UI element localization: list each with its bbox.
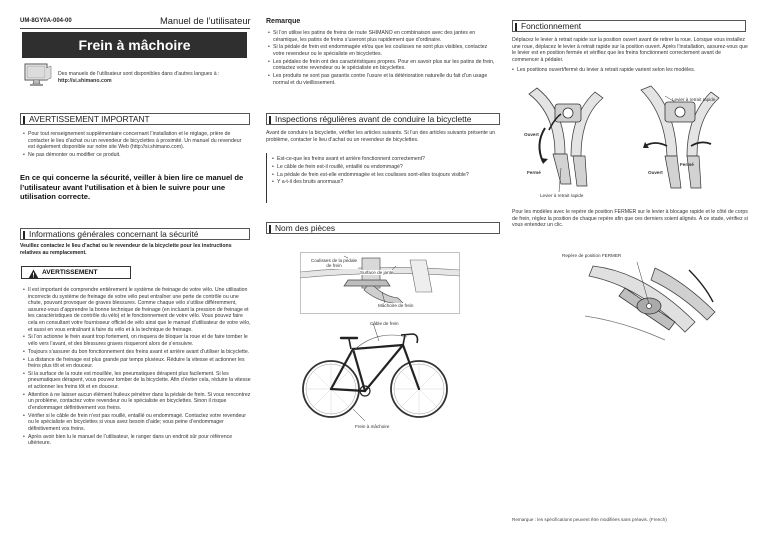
header-rule [20, 28, 250, 29]
list-item: • Le câble de frein est-il rouillé, entaillé ou endommagé? [272, 164, 500, 171]
list-item: • Toujours s’assurer du bon fonctionnement des freins avant et arrière avant d’utiliser la bicyclette. [23, 349, 251, 356]
list-item: • Si la pédale de frein est endommagée et/ou que les coulisses ne sont plus visibles, contactez votre revendeur ou le spécialiste en bicyclettes. [268, 44, 500, 57]
list-item: • Vérifier si le câble de frein n’est pas rouillé, entaillé ou endommagé. Contactez votre revendeur ou le spécialiste en bicyclettes si vous avez besoin d’aide; vous peine d’endommager définitivement vos freins. [23, 413, 251, 433]
inspections-intro: Avant de conduire la bicyclette, vérifier les articles suivants. Si l’un des articles suivants présente un problème, contacter le lieu d’achat ou un revendeur de bicyclettes. [266, 130, 496, 143]
warning-label: AVERTISSEMENT [42, 269, 98, 276]
fonctionnement-text: Déplacez le levier à retrait rapide sur la position ouvert avant de retirer la roue. Lorsque vous installez une roue, déplacez le levier à retrait rapide sur la position ouvert. Après l’installation, assurez-vous que le levier est en position fermée et vérifiez que les freins fonctionnent correctement avant de commencer à pédaler. [512, 37, 748, 63]
footer-note: Remarque : les spécifications peuvent être modifiées sans préavis. (French) [512, 517, 667, 522]
label-ouvert-left: Ouvert [524, 132, 539, 137]
list-item: • Ne pas démonter ou modifier ce produit. [23, 152, 249, 159]
list-item: • Après avoir bien lu le manuel de l’utilisateur, le ranger dans un endroit sûr pour référence ultérieure. [23, 434, 251, 447]
fonctionnement-heading-text: Fonctionnement [521, 21, 582, 31]
label-repere-fermer: Repère de position FERMER [562, 253, 622, 258]
main-title: Frein à mâchoire [78, 37, 191, 53]
securite-heading [20, 228, 250, 240]
nom-des-pieces-heading [266, 222, 500, 234]
avertissement-important-heading [20, 113, 250, 125]
intro-line: Des manuels de l’utilisateur sont disponibles dans d’autres langues à : [58, 71, 220, 77]
fonctionnement-heading [512, 20, 746, 32]
list-item: • La distance de freinage est plus grande par temps pluvieux. Réduire la vitesse et actionner les freins plus tôt et en douceur. [23, 357, 251, 370]
avertissement-important-list [23, 131, 249, 160]
inspections-heading-text: Inspections régulières avant de conduire la bicyclette [275, 114, 472, 124]
list-item: • Est-ce-que les freins avant et arrière fonctionnent correctement? [272, 156, 500, 163]
monitor-icon [24, 63, 52, 87]
remarque-list [268, 30, 500, 88]
list-item: • Il est important de comprendre entièrement le système de freinage de votre vélo. Une utilisation incorrecte du système de freinage de votre vélo peut entraîner une perte de contrôle ou une chute, pouvant provoquer de graves blessures. Comme chaque vélo s’utilise différemment, assurez-vous d’apprendre la bonne technique de freinage (en incluant la pression de freinage et les caractéristiques de contrôle du vélo) et le fonctionnement de votre vélo. Vous pouvez faire cela en consultant votre fournisseur officiel de vélo ainsi que le manuel d’utilisateur de votre vélo, et aussi en vous entraînant à faire du vélo et à la technique de freinage. [23, 287, 251, 333]
safety-bold-note: En ce qui concerne la sécurité, veiller à bien lire ce manuel de l’utilisateur avant l’utilisation et à bien le suivre pour une utilisation correcte. [20, 173, 244, 202]
label-surface-jante: Surface de jante [360, 270, 394, 275]
label-coulisses: Coulisses de la pédale de frein [310, 258, 358, 269]
list-item: • Pour tout renseignement supplémentaire concernant l’installation et le réglage, prière de contacter le lieu d’achat ou un revendeur de bicyclettes à proximité. Un manuel du revendeur est également disponible sur notre site Web (http://si.shimano.com). [23, 131, 249, 151]
nom-des-pieces-heading-text: Nom des pièces [275, 223, 336, 233]
list-item: • Si la surface de la route est mouillée, les pneumatiques dérapent plus facilement. Si les pneumatiques dérapent, vous pouvez tomber de la bicyclette. Afin d’éviter cela, réduire la vitesse et actionner les freins tôt et en douceur. [23, 371, 251, 391]
warning-box [21, 266, 131, 279]
list-item: • Attention à ne laisser aucun élément huileux pénétrer dans la pédale de frein. Si vous rencontrez un problème, contactez votre revendeur ou le spécialiste en bicyclettes. Sinon il risque d’endommager définitivement vos freins. [23, 392, 251, 412]
bicycle-illustration [295, 323, 455, 423]
list-item: • La pédale de frein est-elle endommagée et les coulisses sont-elles toujours visible? [272, 172, 500, 179]
securite-list [23, 287, 251, 448]
doc-code: UM-8GY0A-004-00 [20, 18, 72, 24]
remarque-heading: Remarque [266, 18, 301, 25]
label-ferme-right: Fermé [680, 162, 694, 167]
list-item: • Les positions ouvert/fermé du levier à retrait rapide varient selon les modèles. [512, 67, 748, 74]
fonctionnement-list [512, 67, 748, 75]
label-cable: Câble de frein [370, 321, 399, 326]
securite-bold-text: Veuillez contactez le lieu d’achat ou le revendeur de la bicyclette pour les instructions relatives au remplacement. [20, 243, 232, 256]
avertissement-important-heading-text: AVERTISSEMENT IMPORTANT [29, 114, 150, 124]
list-item: • Y a-t-il des bruits anormaux? [272, 179, 500, 186]
list-item: • Si l’on utilise les patins de freins de route SHIMANO en combinaison avec des jantes en céramique, les patins de freins s’useront plus rapidement que d’ordinaire. [268, 30, 500, 43]
list-item: • Les pédales de frein ont des caractéristiques propres. Pour en savoir plus sur les patins de frein, contactez votre revendeur ou le spécialiste en bicyclettes. [268, 59, 500, 72]
close-marker-illustration [585, 262, 735, 342]
inspections-heading [266, 113, 500, 125]
list-item: • Si l’on actionne le frein avant trop fortement, on risquera de bloquer la roue et de faire tomber le vélo vers l’avant, et des blessures graves risqueront alors de s’ensuivre. [23, 334, 251, 347]
label-ouvert-right: Ouvert [648, 170, 663, 175]
inspections-checklist-box [266, 153, 500, 203]
intro-url[interactable]: http://si.shimano.com [58, 77, 112, 84]
label-levier-bottom: Levier à retrait rapide [540, 193, 584, 198]
securite-heading-text: Informations générales concernant la sécurité [29, 229, 199, 239]
label-levier-top: Levier à retrait rapide [672, 97, 716, 102]
warning-icon [28, 269, 39, 279]
label-machoire: Mâchoire de frein [378, 303, 414, 308]
ferme-text: Pour les modèles avec le repère de position FERMER sur le levier à blocage rapide et le côté de corps de frein, réglez la position de chaque repère afin que ces derniers soient alignés. À ce stade, vérifiez si vous entendez un clic. [512, 209, 748, 229]
intro-text [58, 71, 253, 84]
label-ferme-left: Fermé [527, 170, 541, 175]
list-item: • Les produits ne sont pas garantis contre l’usure et la détérioration naturelle du fait d’un usage normal et du vieillissement. [268, 73, 500, 86]
label-frein-a-machoire: Frein à mâchoire [355, 424, 390, 429]
inspections-list [272, 156, 500, 186]
header-title: Manuel de l’utilisateur [160, 15, 251, 26]
title-banner [22, 32, 247, 58]
